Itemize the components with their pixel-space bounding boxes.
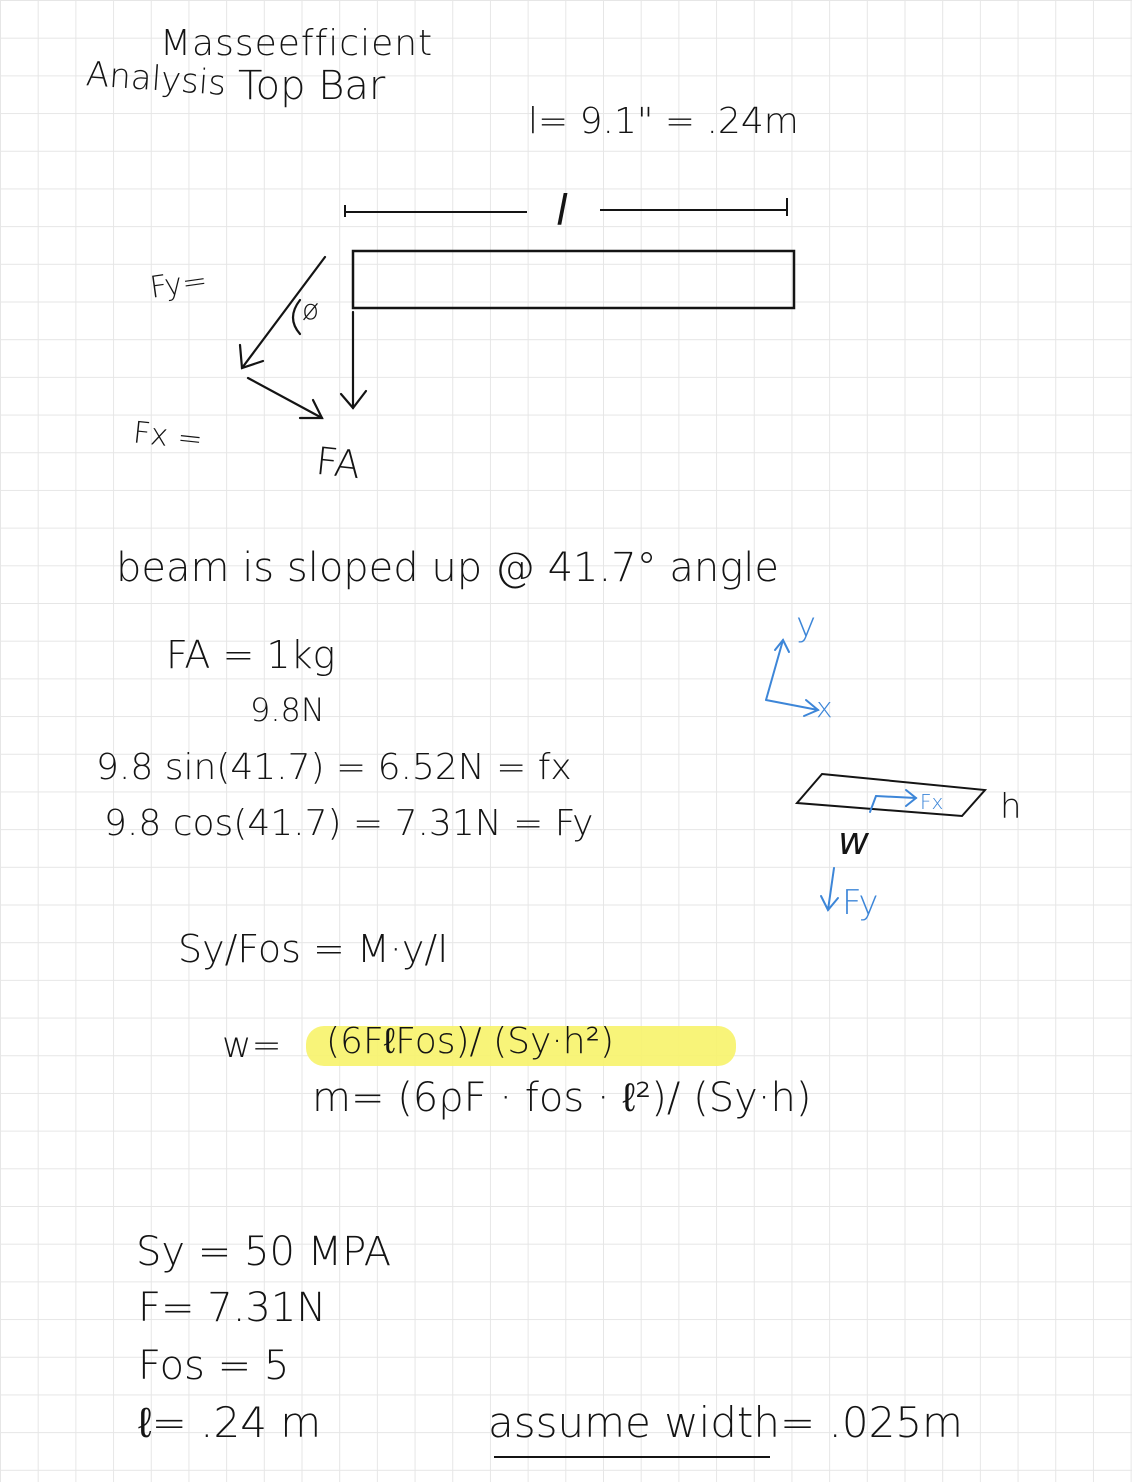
fx-label: Fx = [131, 415, 205, 458]
width-assumption: assume width= .025m [488, 1398, 963, 1447]
width-equation-prefix: w= [222, 1025, 282, 1066]
axis-x-label: x [816, 691, 833, 724]
axis-y-label: y [796, 605, 817, 645]
fy-label: Fy= [147, 263, 210, 306]
cross-section-fx-label: Fx [920, 790, 944, 814]
cross-section-fy-label: Fy [842, 883, 879, 923]
dimension-label: l [556, 186, 568, 235]
force-arrows [240, 257, 366, 418]
given-f: F= 7.31N [138, 1285, 327, 1331]
angle-symbol: ø [302, 293, 320, 326]
cross-section-h-label: h [1000, 787, 1022, 827]
title-line2-main: Top Bar [238, 63, 386, 109]
mass-equation: m= (6ρF · fos · ℓ²)/ (Sy·h) [312, 1075, 812, 1121]
length-note: l= 9.1" = .24m [528, 101, 799, 142]
fx-equation: 9.8 sin(41.7) = 6.52N = fx [96, 747, 572, 788]
assumption-underline [494, 1456, 770, 1458]
title-line2-prefix: Analysis [84, 54, 228, 104]
fa-newton: 9.8N [250, 691, 325, 729]
fy-equation: 9.8 cos(41.7) = 7.31N = Fy [104, 803, 594, 844]
given-fos: Fos = 5 [138, 1343, 290, 1389]
cross-section-w-label: w [838, 819, 870, 863]
fy-down-arrow [821, 868, 838, 910]
axes-icon [766, 640, 818, 716]
given-sy: Sy = 50 MPA [136, 1229, 392, 1275]
title-line1: Masseefficient [160, 23, 434, 64]
given-length: ℓ= .24 m [138, 1398, 322, 1447]
beam-rectangle [353, 251, 794, 308]
width-equation: (6FℓFos)/ (Sy·h²) [326, 1021, 615, 1062]
stress-equation: Sy/Fos = M·y/I [178, 927, 449, 971]
cross-section [797, 774, 985, 816]
slope-statement: beam is sloped up @ 41.7° angle [116, 545, 779, 591]
fa-mass: FA = 1kg [166, 633, 336, 677]
fa-label: FA [313, 438, 363, 488]
